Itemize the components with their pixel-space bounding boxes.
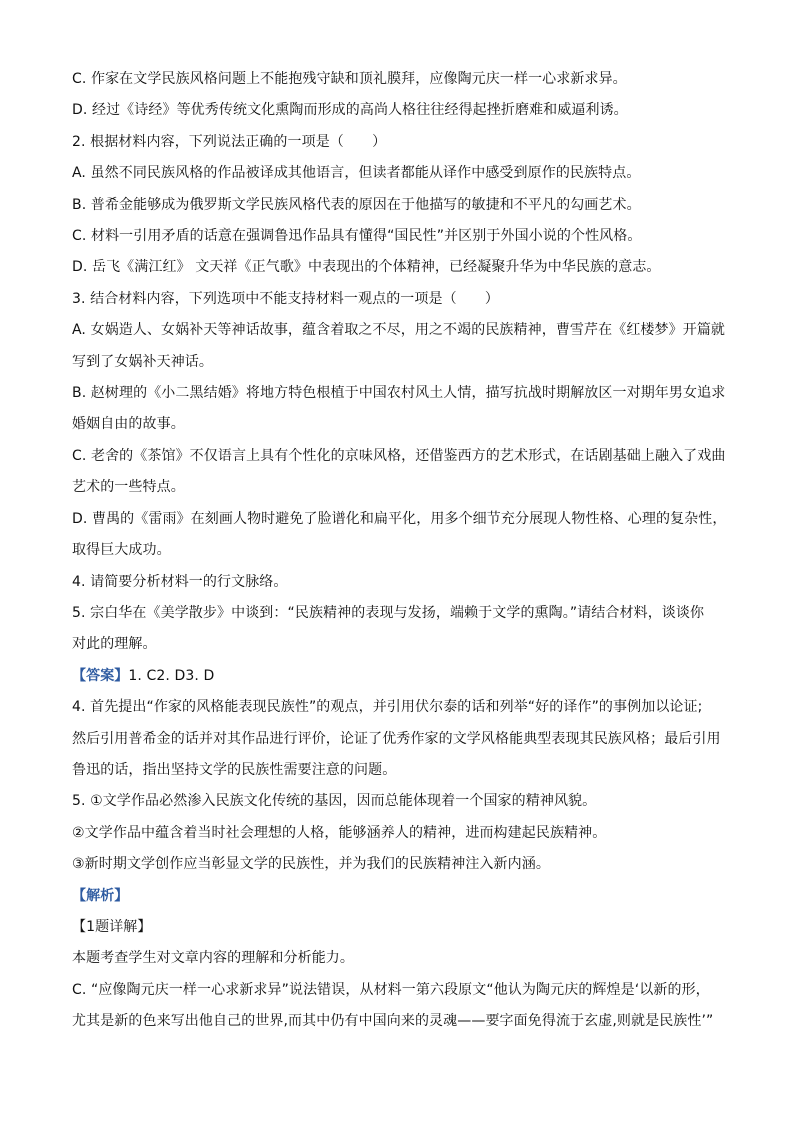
option-c-q2: C. 材料一引用矛盾的话意在强调鲁迅作品具有懂得“国民性”并区别于外国小说的个性风格。 xyxy=(72,228,642,245)
option-d-q3-line2: 取得巨大成功。 xyxy=(72,542,171,559)
option-c-q3-line1: C. 老舍的《茶馆》不仅语言上具有个性化的京味风格，还借鉴西方的艺术形式，在话剧基础上融入了戏曲 xyxy=(72,447,726,464)
answer-text: 1. C2. D3. D xyxy=(128,667,215,684)
question-5-line1: 5. 宗白华在《美学散步》中谈到：“民族精神的表现与发扬，端赖于文学的熏陶。”请结合材料，谈谈你 xyxy=(72,604,705,621)
analysis-q1-heading: 【1题详解】 xyxy=(72,918,152,935)
answer-4-line2: 然后引用普希金的话并对其作品进行评价，论证了优秀作家的文学风格能典型表现其民族风格；最后引用 xyxy=(72,730,721,747)
analysis-tag: 【解析】 xyxy=(72,887,129,904)
answer-row xyxy=(72,661,724,692)
option-b-q3-line1: B. 赵树理的《小二黑结婚》将地方特色根植于中国农村风土人情，描写抗战时期解放区一对期年男女追求 xyxy=(72,385,726,402)
answer-4-line3: 鲁迅的话，指出坚持文学的民族性需要注意的问题。 xyxy=(72,761,397,778)
option-d-q3-line1: D. 曹禺的《雷雨》在刻画人物时避免了脸谱化和扁平化，用多个细节充分展现人物性格、心理的复杂性， xyxy=(72,510,727,527)
option-d-q1: D. 经过《诗经》等优秀传统文化熏陶而形成的高尚人格往往经得起挫折磨难和威逼利诱。 xyxy=(72,102,628,119)
document-body xyxy=(72,64,727,1038)
option-a-q3-line1: A. 女娲造人、女娲补天等神话故事，蕴含着取之不尽，用之不竭的民族精神，曹雪芹在《红楼梦》开篇就 xyxy=(72,322,726,339)
analysis-intro: 本题考查学生对文章内容的理解和分析能力。 xyxy=(72,950,354,967)
answer-5-point2: ②文学作品中蕴含着当时社会理想的人格，能够涵养人的精神，进而构建起民族精神。 xyxy=(72,824,607,841)
option-c-q3-line2: 艺术的一些特点。 xyxy=(72,479,185,496)
question-5-line2: 对此的理解。 xyxy=(72,636,157,653)
answer-5-point1: 5. ①文学作品必然渗入民族文化传统的基因，因而总能体现着一个国家的精神风貌。 xyxy=(72,793,597,810)
option-a-q3-line2: 写到了女娲补天神话。 xyxy=(72,353,213,370)
answer-tag: 【答案】 xyxy=(72,667,129,684)
option-a-q2: A. 虽然不同民族风格的作品被译成其他语言，但读者都能从译作中感受到原作的民族特点。 xyxy=(72,165,641,182)
analysis-line1: C. “应像陶元庆一样一心求新求异”说法错误，从材料一第六段原文“他认为陶元庆的辉煌是‘以新的形， xyxy=(72,981,710,998)
option-b-q3-line2: 婚姻自由的故事。 xyxy=(72,416,185,433)
analysis-line2: 尤其是新的色来写出他自己的世界,而其中仍有中国向来的灵魂——要字面免得流于玄虚,则就是民族性’” xyxy=(72,1013,714,1030)
question-2: 2. 根据材料内容，下列说法正确的一项是（ ） xyxy=(72,133,387,150)
answer-4-line1: 4. 首先提出“作家的风格能表现民族性”的观点，并引用伏尔泰的话和列举“好的译作”的事例加以论证; xyxy=(72,699,703,716)
option-c-q1: C. 作家在文学民族风格问题上不能抱残守缺和顶礼膜拜，应像陶元庆一样一心求新求异。 xyxy=(72,71,627,87)
question-3: 3. 结合材料内容，下列选项中不能支持材料一观点的一项是（ ） xyxy=(72,290,500,307)
question-4: 4. 请简要分析材料一的行文脉络。 xyxy=(72,573,288,590)
answer-5-point3: ③新时期文学创作应当彰显文学的民族性，并为我们的民族精神注入新内涵。 xyxy=(72,856,550,873)
analysis-row xyxy=(72,881,724,912)
option-d-q2: D. 岳飞《满江红》 文天祥《正气歌》中表现出的个体精神，已经凝聚升华为中华民族的意志。 xyxy=(72,259,661,276)
option-b-q2: B. 普希金能够成为俄罗斯文学民族风格代表的原因在于他描写的敏捷和不平凡的勾画艺术。 xyxy=(72,196,641,213)
